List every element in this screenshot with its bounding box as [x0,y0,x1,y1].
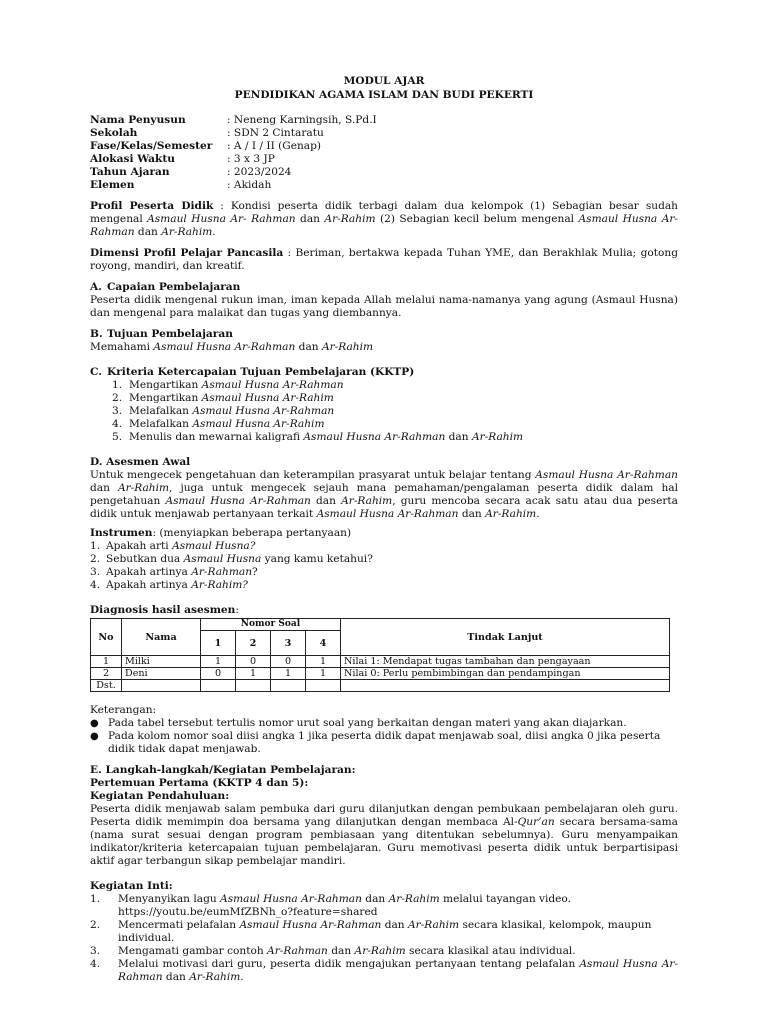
table-header-row: No Nama Nomor Soal Tindak Lanjut [91,619,670,631]
section-heading-asesmen: D. Asesmen Awal [90,456,191,468]
list-item: 4. Melafalkan Asmaul Husna Ar-Rahim [112,418,325,430]
list-item: 1. Mengartikan Asmaul Husna Ar-Rahman [112,379,344,391]
identity-block [90,114,678,192]
video-link[interactable]: https://youtu.be/eumMfZBNh_o?feature=shared [118,906,378,918]
list-item: ● Pada tabel tersebut tertulis nomor urut soal yang berkaitan dengan materi yang akan diajarkan. [90,717,627,729]
list-item: ● Pada kolom nomor soal diisi angka 1 jika peserta didik dapat menjawab soal, diisi angka 0 jika peserta didik tidak dapat menjawab. [90,730,661,755]
meta-row: Elemen : Akidah [90,179,272,191]
table-row: 2 Deni 0 1 1 1 Nilai 0: Perlu pembimbingan dan pendampingan [91,668,670,680]
section-heading-capaian: A. Capaian Pembelajaran [90,281,241,293]
keterangan-list [90,717,678,756]
pendahuluan-heading: Kegiatan Pendahuluan: [90,790,230,802]
dimensi-profil: Dimensi Profil Pelajar Pancasila : Beriman, bertakwa kepada Tuhan YME, dan Berakhlak Mulia; gotong royong, mandiri, dan kreatif. [90,247,678,272]
table-row: 1 Milki 1 0 0 1 Nilai 1: Mendapat tugas tambahan dan pengayaan [91,656,670,668]
bullet-icon: ● [90,718,99,729]
bullet-icon: ● [90,731,99,742]
diagnosis-label: Diagnosis hasil asesmen: [90,604,239,616]
keterangan-label: Keterangan: [90,704,157,716]
inti-list [90,893,678,984]
section-heading-kktp: C. Kriteria Ketercapaian Tujuan Pembelajaran (KKTP) [90,366,415,378]
meta-row: Alokasi Waktu : 3 x 3 JP [90,153,275,165]
list-item: 2. Mengartikan Asmaul Husna Ar-Rahim [112,392,334,404]
asesmen-text: Untuk mengecek pengetahuan dan keterampilan prasyarat untuk belajar tentang Asmaul Husna Ar-Rahman dan Ar-Rahim, juga untuk mengecek sejauh mana pemahaman/pengalaman peserta didik dalam hal pengetahuan Asmaul Husna Ar-Rahman dan Ar-Rahim, guru mencoba secara acak satu atau dua peserta didik untuk menjawab pertanyaan terkait Asmaul Husna Ar-Rahman dan Ar-Rahim. [90,469,678,520]
pendahuluan-text: Peserta didik menjawab salam pembuka dari guru dilanjutkan dengan pembukaan pembelajaran oleh guru. Peserta didik memimpin doa bersama yang dilanjutkan dengan membaca Al-Qur’an secara bersama-sama (nama surat sesuai dengan program pembiasaan yang ditentukan sebelumnya). Guru menyampaikan indikator/kriteria ketercapaian tujuan pembelajaran. Guru memotivasi peserta didik untuk berpartisipasi aktif agar terbangun sikap pembelajar mandiri. [90,803,678,867]
list-item: 1. Apakah arti Asmaul Husna? [90,540,256,552]
section-heading-tujuan: B. Tujuan Pembelajaran [90,328,233,340]
instrumen-list [90,540,678,592]
list-item: 1. Menyanyikan lagu Asmaul Husna Ar-Rahman dan Ar-Rahim melalui tayangan video. https://youtu.be/eumMfZBNh_o?feature=shared [90,893,571,918]
meta-row: Sekolah : SDN 2 Cintaratu [90,127,324,139]
list-item: 2. Mencermati pelafalan Asmaul Husna Ar-Rahman dan Ar-Rahim secara klasikal, kelompok, maupun individual. [90,919,652,944]
diagnosis-table [90,618,670,692]
document-title [90,74,678,102]
meta-row: Nama Penyusun : Neneng Karningsih, S.Pd.I [90,114,377,126]
inti-heading: Kegiatan Inti: [90,880,173,892]
table-subheader-row: 1 2 3 4 [91,631,670,656]
tujuan-text: Memahami Asmaul Husna Ar-Rahman dan Ar-Rahim [90,341,374,353]
instrumen-intro: Instrumen: (menyiapkan beberapa pertanyaan) [90,527,352,539]
title-line-2: PENDIDIKAN AGAMA ISLAM DAN BUDI PEKERTI [234,89,534,101]
profil-peserta-didik: Profil Peserta Didik : Kondisi peserta didik terbagi dalam dua kelompok (1) Sebagian besar sudah mengenal Asmaul Husna Ar- Rahman dan Ar-Rahim (2) Sebagian kecil belum mengenal Asmaul Husna Ar-Rahman dan Ar-Rahim. [90,200,678,238]
capaian-text: Peserta didik mengenal rukun iman, iman kepada Allah melalui nama-namanya yang agung (Asmaul Husna) dan mengenal para malaikat dan tugas yang diembannya. [90,294,678,319]
meta-row: Tahun Ajaran : 2023/2024 [90,166,292,178]
list-item: 3. Melafalkan Asmaul Husna Ar-Rahman [112,405,335,417]
document-page [90,74,678,984]
pertemuan-heading: Pertemuan Pertama (KKTP 4 dan 5): [90,777,309,789]
kktp-list [90,379,678,444]
list-item: 5. Menulis dan mewarnai kaligrafi Asmaul Husna Ar-Rahman dan Ar-Rahim [112,431,524,443]
title-line-1: MODUL AJAR [343,75,425,87]
meta-row: Fase/Kelas/Semester : A / I / II (Genap) [90,140,322,152]
list-item: 4. Melalui motivasi dari guru, peserta didik mengajukan pertanyaan tentang pelafalan Asmaul Husna Ar-Rahman dan Ar-Rahim. [90,958,679,983]
table-row: Dst. [91,680,670,692]
list-item: 3. Apakah artinya Ar-Rahman? [90,566,258,578]
list-item: 4. Apakah artinya Ar-Rahim? [90,579,248,591]
list-item: 2. Sebutkan dua Asmaul Husna yang kamu ketahui? [90,553,373,565]
list-item: 3. Mengamati gambar contoh Ar-Rahman dan Ar-Rahim secara klasikal atau individual. [90,945,576,957]
section-heading-langkah: E. Langkah-langkah/Kegiatan Pembelajaran: [90,764,356,776]
